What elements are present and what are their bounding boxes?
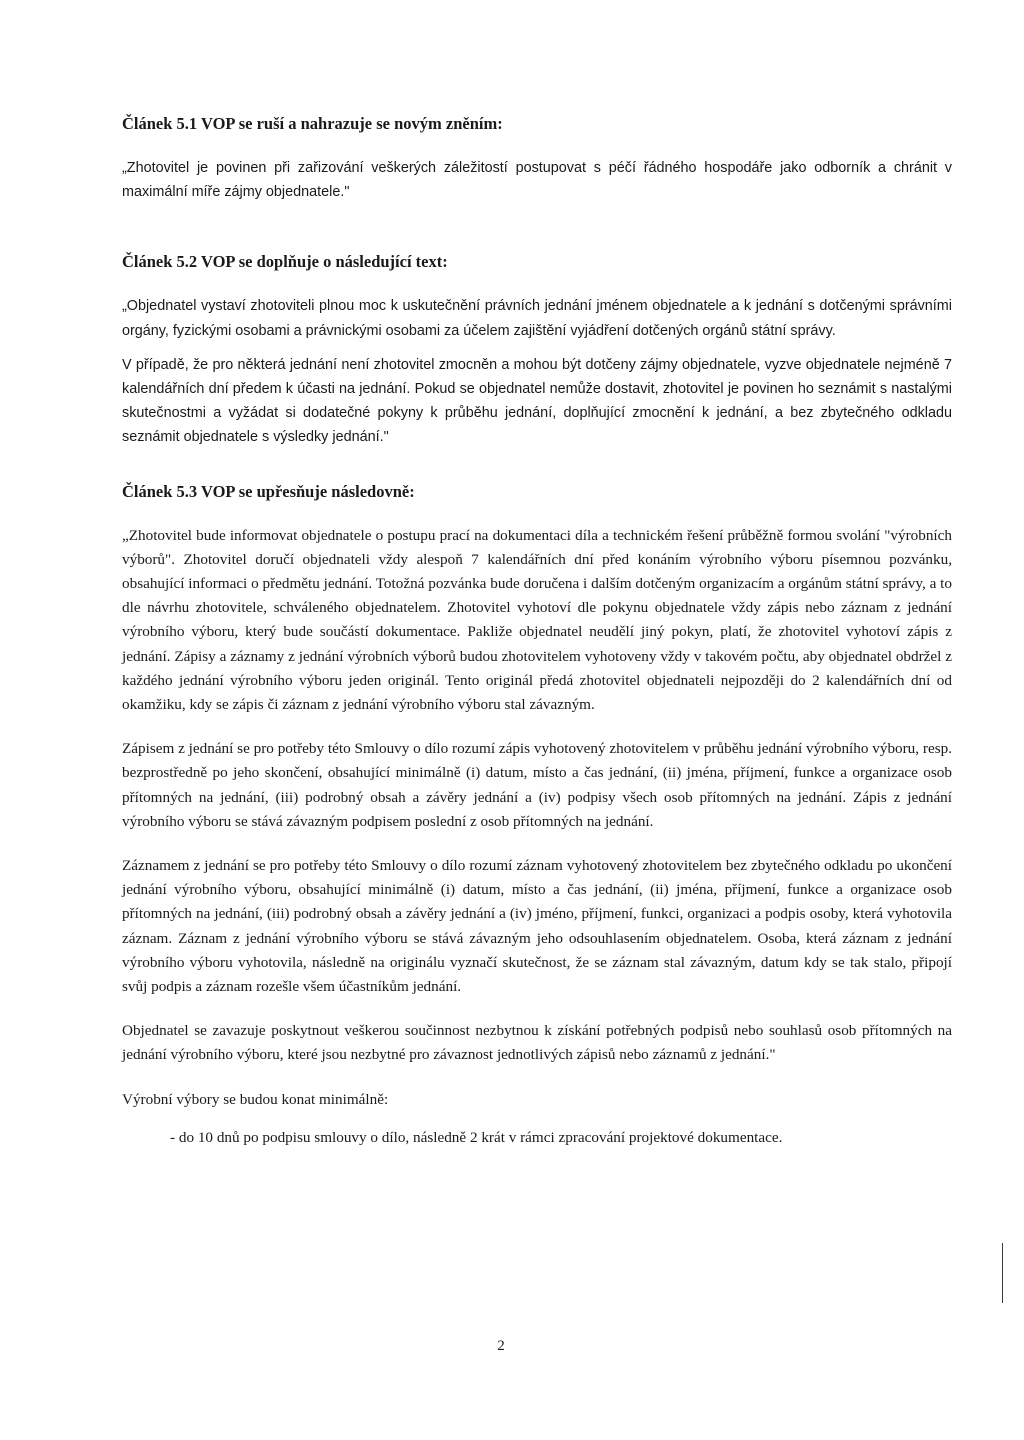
- margin-line: [1002, 1243, 1003, 1303]
- document-page: [122, 112, 952, 1150]
- article-5-2-heading: Článek 5.2 VOP se doplňuje o následující text:: [122, 252, 448, 272]
- article-5-3-paragraph-3: Záznamem z jednání se pro potřeby této Smlouvy o dílo rozumí záznam vyhotovený zhotovitelem bez zbytečného odkladu po ukončení jednání výrobního výboru, obsahující minimálně (i) datum, místo a čas jednání, (ii) jména, příjmení, funkce a organizace osob přítomných na jednání, (iii) podrobný obsah a závěry jednání a (iv) jméno, příjmení, funkci, organizaci a podpis osoby, která vyhotovila záznam. Záznam z jednání výrobního výboru se stává závazným jeho odsouhlasením objednatelem. Osoba, která záznam z jednání výrobního výboru vyhotovila, následně na originálu vyznačí skutečnost, že se záznam stal závazným, datum kdy se tak stalo, připojí svůj podpis a záznam rozešle všem účastníkům jednání.: [122, 857, 952, 996]
- article-5-2-paragraph-2: V případě, že pro některá jednání není zhotovitel zmocněn a mohou být dotčeny zájmy objednatele, vyzve objednatele nejméně 7 kalendářních dní předem k účasti na jednání. Pokud se objednatel nemůže dostavit, zhotovitel je povinen ho seznámit s nastalými skutečnostmi a vyžádat si dodatečné pokyny k průběhu jednání, doplňující zmocnění k jednání, a bez zbytečného odkladu seznámit objednatele s výsledky jednání.": [122, 356, 952, 446]
- article-5-3-paragraph-5: Výrobní výbory se budou konat minimálně:: [122, 1090, 389, 1108]
- article-5-3-bullet: - do 10 dnů po podpisu smlouvy o dílo, následně 2 krát v rámci zpracování projektové dokumentace.: [170, 1128, 783, 1146]
- article-5-2-paragraph-1: „Objednatel vystaví zhotoviteli plnou moc k uskutečnění právních jednání jménem objednatele a k jednání s dotčenými správními orgány, fyzickými osobami a právnickými osobami za účelem zajištění vyjádření dotčených orgánů státní správy.: [122, 298, 952, 339]
- article-5-3-heading: Článek 5.3 VOP se upřesňuje následovně:: [122, 481, 415, 501]
- page-number: 2: [497, 1338, 505, 1354]
- article-5-1-heading: Článek 5.1 VOP se ruší a nahrazuje se novým zněním:: [122, 114, 503, 133]
- article-5-3-paragraph-4: Objednatel se zavazuje poskytnout veškerou součinnost nezbytnou k získání potřebných podpisů nebo souhlasů osob přítomných na jednání výrobního výboru, které jsou nezbytné pro závaznost jednotlivých zápisů nebo záznamů z jednání.": [122, 1022, 952, 1064]
- article-5-3-paragraph-1: „Zhotovitel bude informovat objednatele o postupu prací na dokumentaci díla a technickém řešení průběžně formou svolání "výrobních výborů". Zhotovitel doručí objednateli vždy alespoň 7 kalendářních dní před konáním výrobního výboru písemnou pozvánku, obsahující informaci o předmětu jednání. Totožná pozvánka bude doručena i dalším dotčeným organizacím a orgánům státní správy, a to dle návrhu zhotovitele, schváleného objednatelem. Zhotovitel vyhotoví dle pokynu objednatele vždy zápis nebo záznam z jednání výrobního výboru, který bude součástí dokumentace. Pakliže objednatel neudělí jiný pokyn, platí, že zhotovitel vyhotoví zápis z jednání. Zápisy a záznamy z jednání výrobních výborů budou zhotovitelem vyhotoveny vždy v takovém počtu, aby objednatel obdržel z každého jednání výrobního výboru jeden originál. Tento originál předá zhotovitel objednateli nejpozději do 2 kalendářních dní od okamžiku, kdy se zápis či záznam z jednání výrobního výboru stal závazným.: [122, 526, 952, 714]
- article-5-3-paragraph-2: Zápisem z jednání se pro potřeby této Smlouvy o dílo rozumí zápis vyhotovený zhotovitelem v průběhu jednání výrobního výboru, resp. bezprostředně po jeho skončení, obsahující minimálně (i) datum, místo a čas jednání, (ii) jména, příjmení, funkce a organizace osob přítomných na jednání, (iii) podrobný obsah a závěry jednání a (iv) podpisy všech osob přítomných na jednání. Zápis z jednání výrobního výboru se stává závazným podpisem poslední z osob přítomných na jednání.: [122, 740, 952, 830]
- article-5-1-paragraph: „Zhotovitel je povinen při zařizování veškerých záležitostí postupovat s péčí řádného hospodáře jako odborník a chránit v maximální míře zájmy objednatele.": [122, 160, 952, 201]
